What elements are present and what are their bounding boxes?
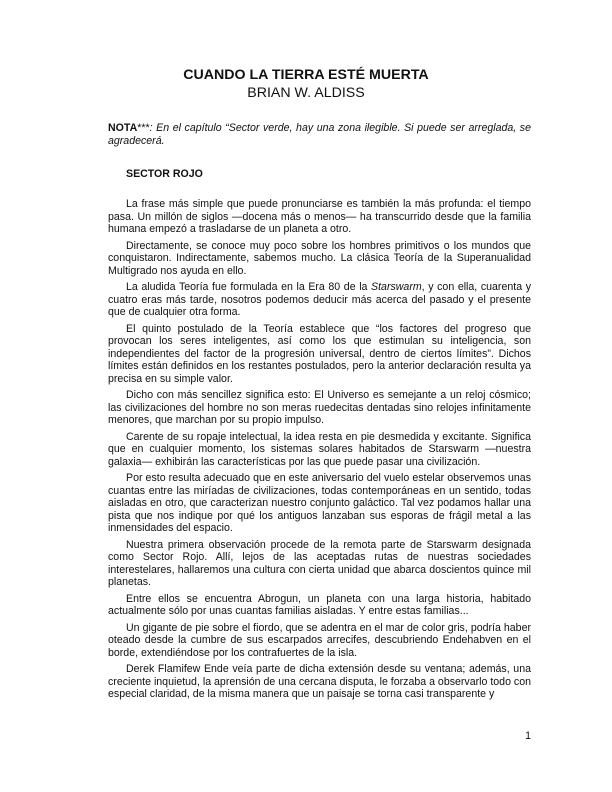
paragraph: Derek Flamifew Ende veía parte de dicha extensión desde su ventana; además, una creciente inquietud, la aprensión de una cercana disputa, le forzaba a observarlo todo con especial claridad, de la misma manera que un paisaje se torna casi transparente y (108, 663, 531, 700)
paragraph (108, 281, 531, 319)
paragraph: Un gigante de pie sobre el fiordo, que se adentra en el mar de color gris, podría haber oteado desde la cumbre de sus escarpados arrecifes, descubriendo Endehabven en el borde, extendiéndose por los contrafuertes de la isla. (108, 621, 531, 659)
note-text: : En el capítulo “Sector verde, hay una zona ilegible. Si puede ser arreglada, se agradecerá. (108, 122, 531, 147)
paragraph: El quinto postulado de la Teoría establece que “los factores del progreso que provocan los seres inteligentes, así como los que estimulan su inteligencia, son independientes del factor de la progresión universal, dentro de ciertos límites”. Dichos límites están definidos en los restantes postulados, pero la anterior declaración resulta ya precisa en su simple valor. (108, 322, 531, 385)
paragraph: Carente de su ropaje intelectual, la idea resta en pie desmedida y excitante. Significa que en cualquier momento, los sistemas solares habitados de Starswarm —nuestra galaxia— exhibirán las características por las que puede pasar una civilización. (108, 430, 531, 468)
document-title: CUANDO LA TIERRA ESTÉ MUERTA (183, 67, 429, 83)
note-label: NOTA (108, 122, 138, 134)
note-stars: *** (137, 122, 150, 134)
paragraph: Entre ellos se encuentra Abrogun, un planeta con una larga historia, habitado actualmente sólo por unas cuantas familias aisladas. Y entre estas familias... (108, 592, 531, 617)
paragraph-text: La aludida Teoría fue formulada en la Era 80 de la (126, 281, 372, 293)
editor-note (108, 122, 531, 148)
paragraph: Nuestra primera observación procede de la remota parte de Starswarm designada como Sector Rojo. Allí, lejos de las aceptadas rutas de nuestras sociedades interestelares, hallaremos una cultura con cierta unidad que abarca doscientos quince mil planetas. (108, 538, 531, 588)
section-heading: SECTOR ROJO (126, 168, 203, 180)
paragraph-emphasis: Starswarm (371, 281, 422, 293)
author-name: BRIAN W. ALDISS (247, 85, 365, 101)
paragraph: Directamente, se conoce muy poco sobre los hombres primitivos o los mundos que conquistaron. Indirectamente, sabemos mucho. La clásica Teoría de la Superanualidad Multigrado nos ayuda en ello. (108, 239, 531, 277)
paragraph: La frase más simple que puede pronunciarse es también la más profunda: el tiempo pasa. Un millón de siglos —docena más o menos— ha transcurrido desde que la familia humana empezó a trasladarse de un planeta a otro. (108, 198, 531, 235)
paragraph: Por esto resulta adecuado que en este aniversario del vuelo estelar observemos unas cuantas entre las miríadas de civilizaciones, todas contemporáneas en un sentido, todas aisladas en otro, que caracterizan nuestro conjunto galáctico. Tal vez podamos hallar una pista que nos indique por qué los antiguos lanzaban sus esporas de frágil metal a las inmensidades del espacio. (108, 472, 531, 534)
page-number: 1 (525, 730, 531, 742)
body-text (108, 198, 531, 701)
paragraph-text: , y con ella, cuarenta y cuatro eras más tarde, nosotros podemos deducir más acerca del pasado y el presente que de cualquier otra forma. (108, 281, 531, 318)
paragraph: Dicho con más sencillez significa esto: El Universo es semejante a un reloj cósmico; las civilizaciones del hombre no son meras ruedecitas dentadas sino relojes infinitamente menores, que marchan por su propio impulso. (108, 389, 531, 426)
